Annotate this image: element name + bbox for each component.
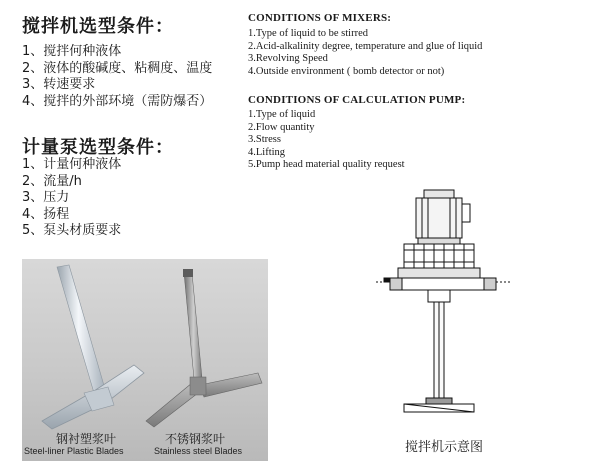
list-item: 4.Outside environment ( bomb detector or not) (248, 65, 445, 77)
list-item: 4.Lifting (248, 146, 286, 158)
diagram-caption: 搅拌机示意图 (405, 440, 484, 455)
mixer-conditions-cn-list (22, 44, 212, 110)
stainless-blade-caption-cn: 不锈钢浆叶 (165, 432, 226, 446)
motor-cap (424, 190, 454, 198)
mixer-schematic (376, 184, 516, 432)
pump-conditions-en-list (248, 109, 405, 172)
mixer-conditions-cn-title: 搅拌机选型条件： (22, 16, 174, 37)
plastic-blade (42, 265, 144, 429)
stainless-blade (146, 269, 262, 427)
list-item: 1、计量何种液体 (22, 157, 122, 172)
pump-conditions-en-title: CONDITIONS OF CALCULATION PUMP: (248, 94, 466, 106)
pump-conditions-cn-list (22, 157, 121, 240)
list-item: 2.Flow quantity (248, 121, 315, 133)
stainless-blade-caption-en: Stainless steel Blades (154, 446, 243, 456)
list-item: 3、压力 (22, 190, 70, 205)
plastic-blade-caption-en: Steel-liner Plastic Blades (24, 446, 124, 456)
list-item: 1、搅拌何种液体 (22, 44, 122, 59)
motor (416, 198, 462, 238)
list-item: 1.Type of liquid to be stirred (248, 28, 368, 39)
mounting-bracket (390, 278, 496, 290)
list-item: 4、搅拌的外部环境（需防爆否） (22, 93, 213, 109)
list-item: 5、泵头材质要求 (22, 223, 122, 238)
list-item: 3、转速要求 (22, 77, 96, 92)
list-item: 2、流量/h (22, 173, 82, 189)
mixer-conditions-en-list (248, 28, 482, 78)
list-item: 4、扬程 (22, 206, 70, 222)
list-item: 5.Pump head material quality request (248, 159, 405, 171)
blades-photo (22, 259, 268, 461)
pump-conditions-cn-title: 计量泵选型条件： (22, 137, 174, 158)
list-item: 2、液体的酸碱度、粘稠度、温度 (22, 60, 213, 76)
list-item: 3.Revolving Speed (248, 53, 328, 65)
list-item: 2.Acid-alkalinity degree, temperature and glue of liquid (248, 40, 483, 52)
mixer-conditions-en-title: CONDITIONS OF MIXERS: (248, 12, 392, 24)
list-item: 3.Stress (248, 134, 281, 146)
list-item: 1.Type of liquid (248, 109, 316, 120)
plastic-blade-caption-cn: 钢衬塑浆叶 (56, 432, 117, 446)
